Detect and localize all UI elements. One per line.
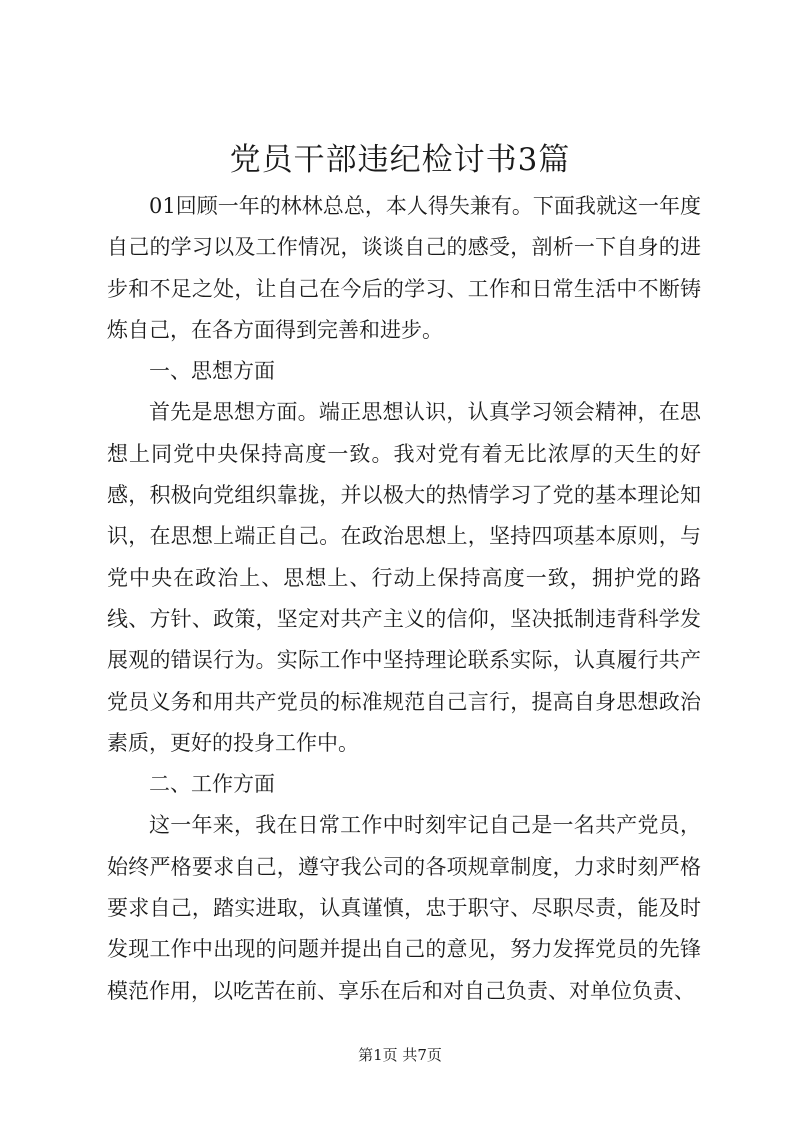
page-number-footer: 第1页 共7页 [358, 1046, 442, 1064]
paragraph-work: 这一年来，我在日常工作中时刻牢记自己是一名共产党员，始终严格要求自己，遵守我公司的各项规章制度，力求时刻严格要求自己，踏实进取，认真谨慎，忠于职守、尽职尽责，能及时发现工作中出现的问题并提出自己的意见，努力发挥党员的先锋模范作用，以吃苦在前、享乐在后和对自己负责、对单位负责、 [107, 813, 701, 1003]
paragraph-thought: 首先是思想方面。端正思想认识，认真学习领会精神，在思想上同党中央保持高度一致。我对党有着无比浓厚的天生的好感，积极向党组织靠拢，并以极大的热情学习了党的基本理论知识，在思想上端正自己。在政治思想上，坚持四项基本原则，与党中央在政治上、思想上、行动上保持高度一致，拥护党的路线、方针、政策，坚定对共产主义的信仰，坚决抵制违背科学发展观的错误行为。实际工作中坚持理论联系实际，认真履行共产党员义务和用共产党员的标准规范自己言行，提高自身思想政治素质，更好的投身工作中。 [107, 400, 701, 755]
document-title: 党员干部违纪检讨书3篇 [229, 142, 571, 178]
document-body [107, 186, 701, 1012]
section-heading-thought: 一、思想方面 [149, 359, 275, 384]
section-heading-work: 二、工作方面 [149, 772, 275, 797]
paragraph-intro: 01回顾一年的林林总总，本人得失兼有。下面我就这一年度自己的学习以及工作情况，谈谈自己的感受，剖析一下自身的进步和不足之处，让自己在今后的学习、工作和日常生活中不断铸炼自己，在各方面得到完善和进步。 [107, 194, 701, 342]
